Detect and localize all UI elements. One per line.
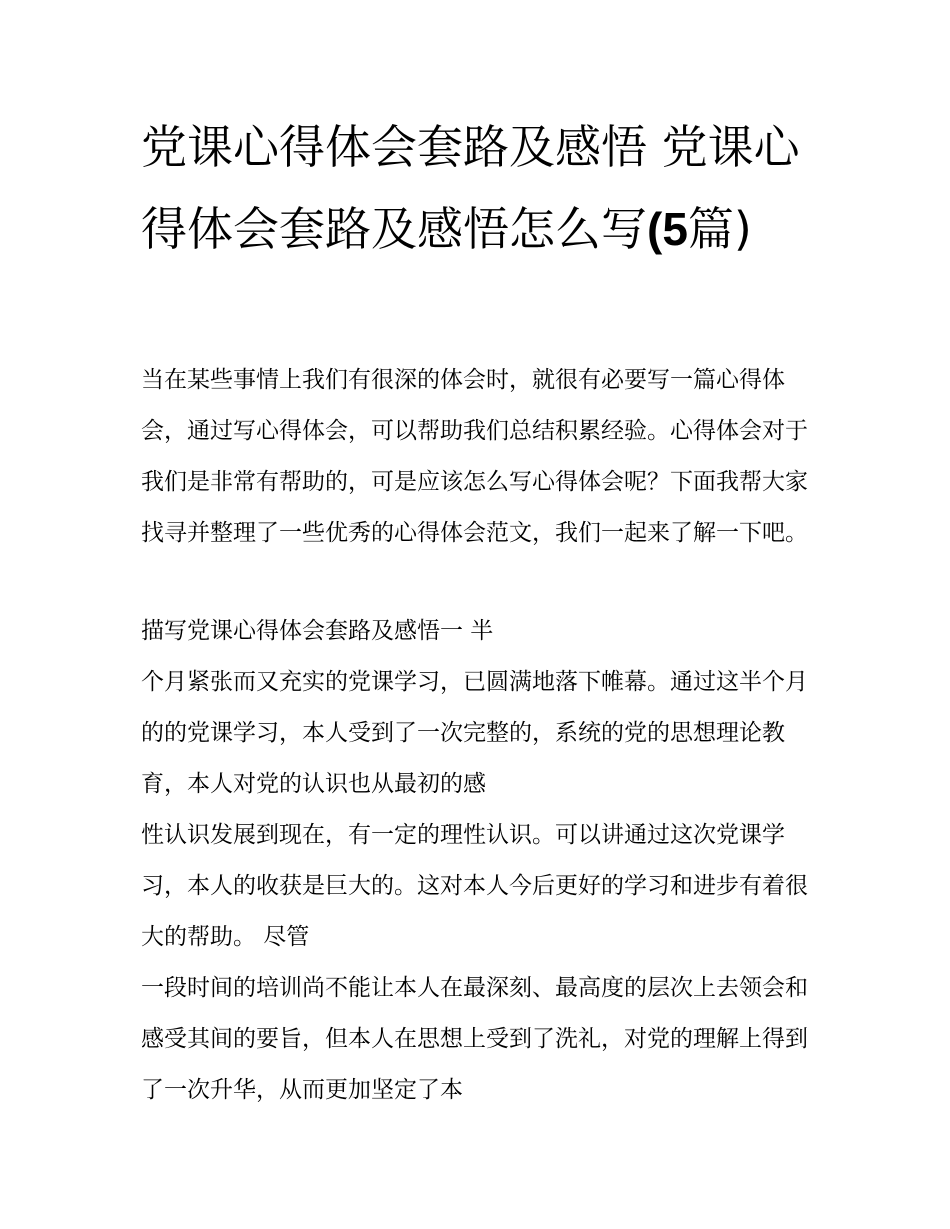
document-title: [141, 106, 821, 270]
body-paragraph-3: 一段时间的培训尚不能让本人在最深刻、最高度的层次上去领会和感受其间的要旨，但本人在思想上受到了洗礼，对党的理解上得到了一次升华，从而更加坚定了本: [141, 975, 808, 1103]
body-paragraph-2: 性认识发展到现在，有一定的理性认识。可以讲通过这次党课学习，本人的收获是巨大的。这对本人今后更好的学习和进步有着很大的帮助。 尽管: [141, 822, 808, 950]
title-count-close: 篇): [687, 202, 752, 256]
title-text: 党课心得体会套路及感悟 党课心得体会套路及感悟怎么写: [141, 120, 800, 256]
intro-paragraph: 当在某些事情上我们有很深的体会时，就很有必要写一篇心得体会，通过写心得体会，可以帮助我们总结积累经验。心得体会对于我们是非常有帮助的，可是应该怎么写心得体会呢？下面我帮大家找寻并整理了一些优秀的心得体会范文，我们一起来了解一下吧。: [141, 367, 808, 546]
body-paragraph-1: 个月紧张而又充实的党课学习，已圆满地落下帷幕。通过这半个月的的党课学习，本人受到了一次完整的，系统的党的思想理论教育，本人对党的认识也从最初的感: [141, 669, 808, 797]
section-heading: 描写党课心得体会套路及感悟一 半: [141, 618, 494, 644]
title-count-open: (5: [647, 203, 688, 255]
